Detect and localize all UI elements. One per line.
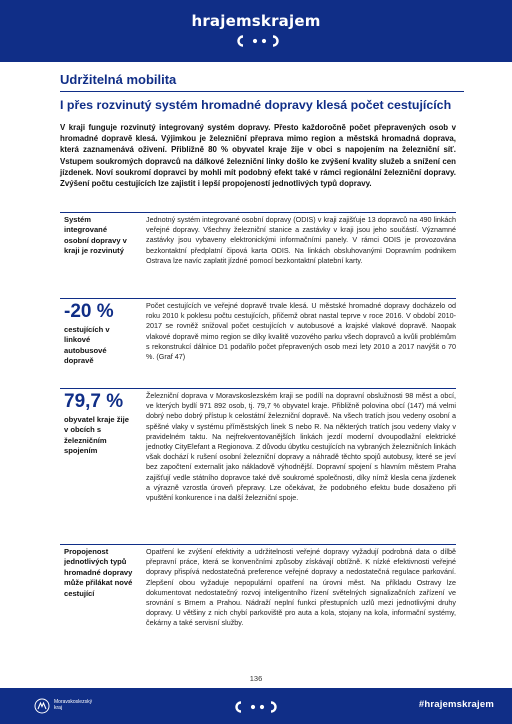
row-label: obyvatel kraje žije v obcích s železničním spojením bbox=[64, 415, 130, 456]
row-side bbox=[64, 215, 134, 257]
row-body: Opatření ke zvýšení efektivity a udržitelnosti veřejné dopravy vyžadují podrobná data o dílbě přepravní práce, která se konvenčními způsoby získávají obtížně. K nízké efektivnosti veřejné dopravy přispívá nedostatečná preference veřejné dopravy a nedostatečná regulace parkování. Zlepšení obou vyžaduje nepopulární opatření na úrovni měst. Na příkladu Ostravy lze dokumentovat nedostatečný rozvoj inteligentního řízení světelných signalizačních zařízení ve srovnání s Brnem a Prahou. Nádraží neplní funkci přestupních uzlů mezi jednotlivými druhy dopravy. U většiny z nich chybí parkoviště pro auta a kola, stojany na kola, informační systémy, čekárny a také servisní služby. bbox=[146, 547, 456, 628]
region-name: Moravskoslezský kraj bbox=[54, 699, 93, 711]
page-number: 136 bbox=[249, 674, 263, 683]
footer-dots-icon bbox=[232, 700, 280, 712]
row-body: Jednotný systém integrované osobní dopravy (ODIS) v kraji zajišťuje 13 dopravců na 490 linkách veřejné dopravy. Všechny železniční stanice a zastávky v kraji jsou jeho součástí. Významné zastávky jsou vybaveny elektronickými informačními panely. V rámci ODIS je provozována bezkontaktní předplatní čipová karta ODIS. Na linkách obsluhovanými Dopravním podnikem Ostrava lze navíc zaplatit jízdné pomocí bezkontaktní platební karty. bbox=[146, 215, 456, 265]
row-side bbox=[64, 547, 134, 599]
row-body: Železniční doprava v Moravskoslezském kraji se podílí na dopravní obslužnosti 98 měst a obcí, ve kterých bydlí 971 892 osob, tj. 79,7 % obyvatel kraje. Přibližně polovina obcí (147) má velmi dobrý nebo dobrý přístup k celostátní železniční dopravě. Na všech tratích jsou vedeny osobní a spěšné vlaky v systému příměstských linek S nebo R. Na některých tratích jsou vedeny vlaky v pravidelném taktu. Na nejfrekventovanějších linkách jezdí moderní dvoupodlažní elektrické jednotky CityElefant a Regionova. Z důvodu úbytku cestujících na vybraných železničních linkách však dochází k rušení osobní železniční dopravy a náhradě těchto spojů autobusy, které se jeví bez započtení externalit jako nákladově výhodnější. Dopravní spojení s hlavním městem Praha zajišťují vedle státního dopravce také dvě soukromé společnosti, díky nímž klesla cena jízdenek a výrazně vzrostla úroveň přepravy. Lze očekávat, že podobného efektu bude dosaženo při vpuštění konkurence i na další železniční spoje. bbox=[146, 391, 456, 503]
title-divider bbox=[60, 91, 464, 92]
section-title: Udržitelná mobilita bbox=[60, 72, 177, 87]
row-label: cestujících v linkové autobusové dopravě bbox=[64, 325, 110, 366]
page-footer bbox=[0, 688, 512, 724]
page-header bbox=[0, 0, 512, 62]
region-logo-icon bbox=[34, 698, 50, 714]
lead-paragraph: V kraji funguje rozvinutý integrovaný systém dopravy. Přesto každoročně počet přepravených osob v hromadné dopravě klesá. Výjimkou je železniční přeprava mimo region a městská hromadná doprava, která zaznamenává oživení. Přibližně 80 % obyvatel kraje žije v obci s napojením na železniční síť. Vstupem soukromých dopravců na dálkové železniční linky došlo ke zvýšení kvality služeb a snížení cen jízdenek. Noví soukromí dopravci by mohli mít podobný efekt také v rámci regionální železniční dopravy. Zvýšení počtu cestujících lze zajistit i lepší propojeností jednotlivých typů dopravy. bbox=[60, 123, 456, 189]
info-row-integration bbox=[60, 544, 456, 664]
brand-dots-icon bbox=[234, 35, 282, 47]
brand-wordmark: hrajemskrajem bbox=[191, 12, 321, 30]
footer-hashtag: #hrajemskrajem bbox=[418, 699, 494, 710]
info-row-ods bbox=[60, 212, 456, 298]
row-label: Systém integrované osobní dopravy v kraji je rozvinutý bbox=[64, 215, 127, 256]
stat-value: 79,7 % bbox=[64, 391, 124, 412]
stat-value: -20 % bbox=[64, 301, 114, 322]
row-side bbox=[64, 301, 134, 367]
info-row-bus bbox=[60, 298, 456, 388]
row-side bbox=[64, 391, 134, 457]
row-body: Počet cestujících ve veřejné dopravě trvale klesá. U městské hromadné dopravy docházelo od roku 2010 k poklesu počtu cestujících, přičemž obrat nastal teprve v roce 2016. V období 2010-2017 se rovněž snižoval počet cestujících v autobusové a krajské vlakové dopravě. Naopak vlakové dopravě mimo region se díky kvalitě vozového parku všech dopravců a kvůli problémům s rekonstrukcí dálnice D1 podařilo počet přepravených osob mezi lety 2010 a 2017 navýšit o 70 %. (Graf 47) bbox=[146, 301, 456, 362]
page-headline: I přes rozvinutý systém hromadné dopravy klesá počet cestujících bbox=[60, 98, 452, 112]
row-label: Propojenost jednotlivých typů hromadné dopravy může přilákat nové cestující bbox=[64, 547, 133, 598]
info-row-rail bbox=[60, 388, 456, 534]
